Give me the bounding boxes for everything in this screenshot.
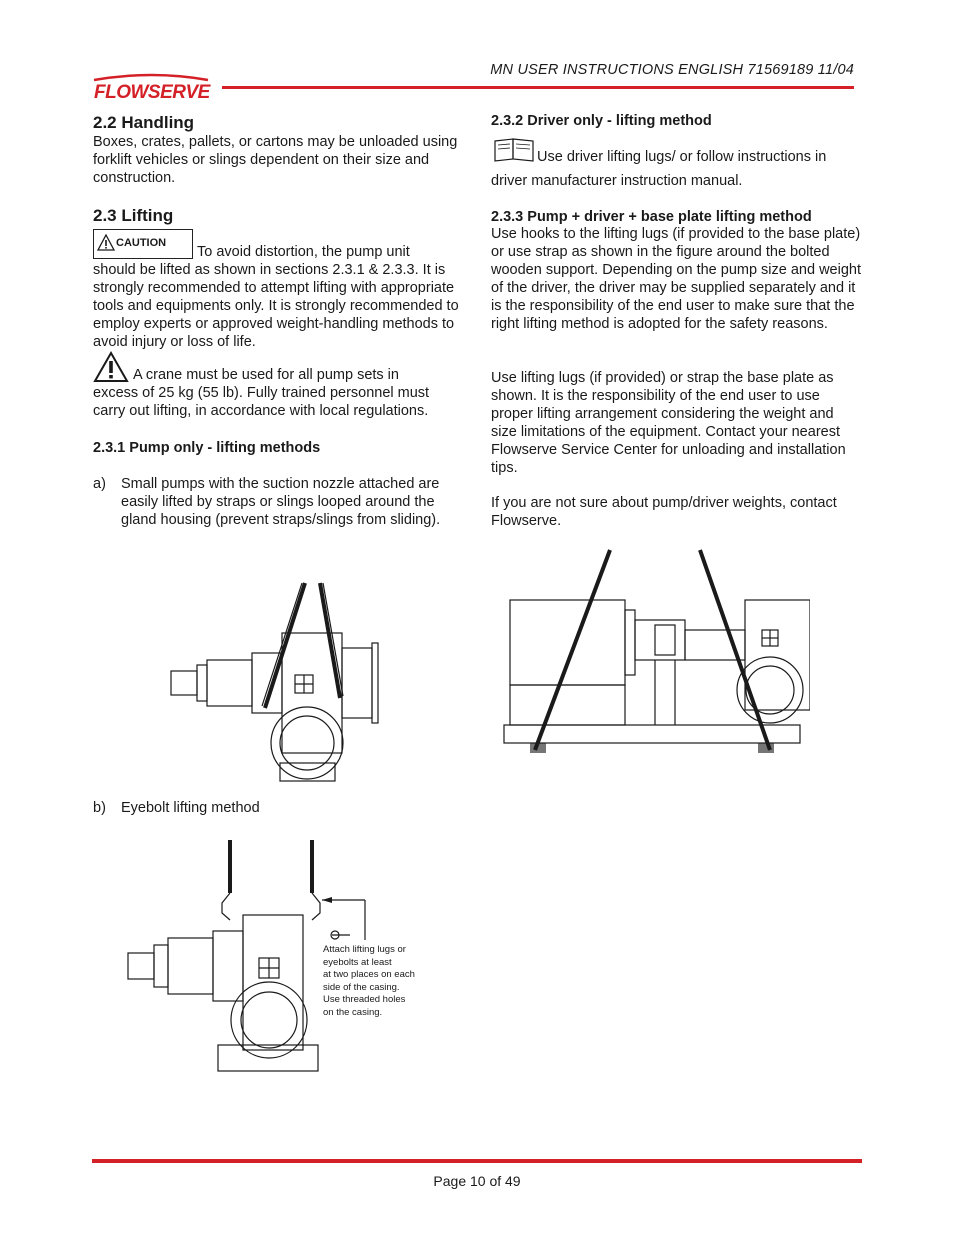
footer-rule — [92, 1159, 862, 1163]
item-a-text: Small pumps with the suction nozzle attached are easily lifted by straps or slings looped around the gland housing (prevent straps/slings from sliding). — [121, 476, 441, 528]
handling-text: Boxes, crates, pallets, or cartons may be unloaded using forklift vehicles or slings dependent on their size and construction. — [93, 134, 458, 186]
eyebolt-note-line: Attach lifting lugs or — [323, 944, 406, 955]
caution-text-rest: should be lifted as shown in sections 2.3.1 & 2.3.3. It is strongly recommended to attempt lifting with appropriate tools and equipments only. It is strongly recommended to employ experts or approved weight-handling methods to avoid injury or loss of life. — [93, 262, 459, 350]
header-rule — [222, 86, 854, 89]
driver-only-text-rest: driver manufacturer instruction manual. — [491, 173, 743, 189]
pump-driver-base-heading: 2.3.3 Pump + driver + base plate lifting method — [491, 209, 812, 225]
pump-strap-lifting-figure — [165, 578, 390, 783]
document-title: MN USER INSTRUCTIONS ENGLISH 71569189 11/04 — [490, 62, 854, 78]
pump-driver-base-para2: Use lifting lugs (if provided) or strap the base plate as shown. It is the responsibility of the end user to use proper lifting arrangement considering the weight and size limitations of the equipment. Contact your nearest Flowserve Service Center for unloading and installation tips. — [491, 370, 846, 476]
item-b-marker: b) — [93, 800, 106, 816]
baseplate-lifting-figure — [500, 545, 810, 760]
eyebolt-note-line: on the casing. — [323, 1006, 383, 1018]
caution-badge — [93, 229, 193, 259]
pump-only-heading: 2.3.1 Pump only - lifting methods — [93, 440, 321, 456]
eyebolt-note-line: at two places on each — [323, 969, 415, 981]
page-number: Page 10 of 49 — [433, 1173, 521, 1189]
eyebolt-note-line: Use threaded holes — [323, 994, 406, 1006]
driver-only-text-first: Use driver lifting lugs/ or follow instructions in — [537, 149, 827, 165]
warning-text-rest: excess of 25 kg (55 lb). Fully trained personnel must carry out lifting, in accordance with local regulations. — [93, 385, 430, 419]
pump-driver-base-para1: Use hooks to the lifting lugs (if provided to the base plate) or use strap as shown in the figure around the bolted wooden support. Depending on the pump size and weight of the driver, the driver may be supplied separately and it is the responsibility of the end user to make sure that the right lifting method is adopted for the safety reasons. — [491, 226, 862, 332]
driver-only-heading: 2.3.2 Driver only - lifting method — [491, 113, 712, 129]
caution-label: CAUTION — [116, 237, 167, 249]
eyebolt-note-line: eyebolts at least — [323, 956, 392, 968]
lifting-heading: 2.3 Lifting — [93, 206, 174, 225]
manual-book-icon — [493, 137, 535, 163]
flowserve-logo-graphic — [92, 72, 212, 102]
caution-text-first: To avoid distortion, the pump unit — [197, 244, 410, 260]
flowserve-logo — [92, 72, 212, 104]
warning-text-first: A crane must be used for all pump sets in — [133, 367, 399, 383]
item-a-marker: a) — [93, 476, 106, 492]
item-b-text: Eyebolt lifting method — [121, 800, 260, 816]
svg-text:FLOWSERVE: FLOWSERVE — [94, 82, 210, 102]
warning-icon — [93, 351, 129, 383]
handling-heading: 2.2 Handling — [93, 113, 195, 132]
caution-icon — [97, 234, 115, 252]
eyebolt-note-line: side of the casing. — [323, 981, 400, 993]
pump-driver-base-para3: If you are not sure about pump/driver weights, contact Flowserve. — [491, 495, 837, 529]
eyebolt-note — [323, 944, 458, 1020]
